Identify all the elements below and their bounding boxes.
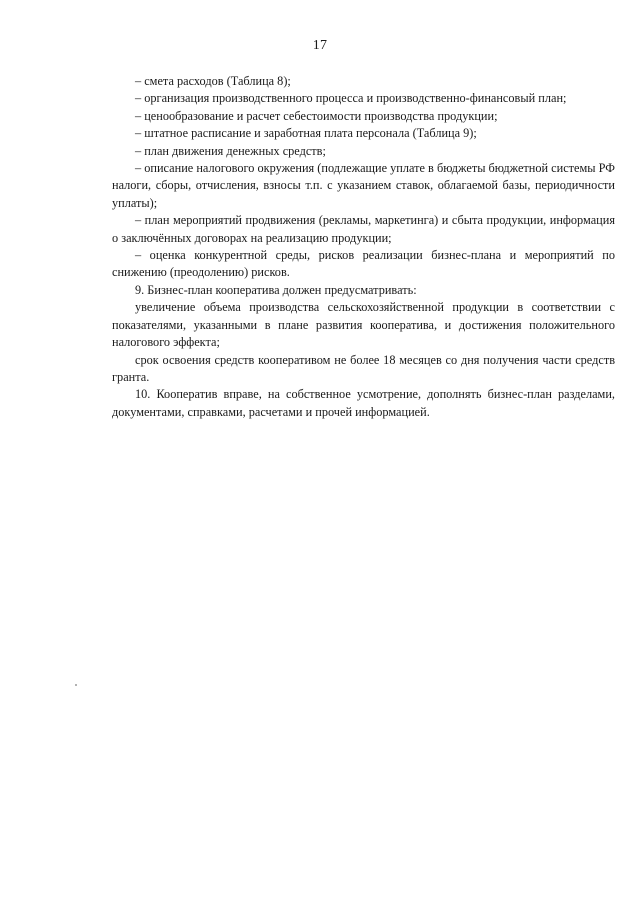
- list-item-pricing: – ценообразование и расчет себестоимости производства продукции;: [135, 108, 498, 123]
- list-item-cash-flow: – план движения денежных средств;: [135, 143, 326, 158]
- list-item-production-organization: – организация производственного процесса и производственно-финансовый план;: [135, 91, 567, 106]
- scan-speck: [75, 684, 77, 686]
- list-item-risk-assessment: – оценка конкурентной среды, рисков реализации бизнес-плана и мероприятий по снижению (преодолению) рисков.: [112, 248, 615, 280]
- clause-9-funds-term: срок освоения средств кооперативом не более 18 месяцев со дня получения части средств гранта.: [112, 352, 615, 384]
- list-item-tax-environment: – описание налогового окружения (подлежащие уплате в бюджеты бюджетной системы РФ налоги, сборы, отчисления, взносы т.п. с указанием ставок, облагаемой базы, периодичности уплаты);: [112, 161, 615, 210]
- list-item-promotion-plan: – план мероприятий продвижения (рекламы, маркетинга) и сбыта продукции, информация о заключённых договорах на реализацию продукции;: [112, 213, 615, 245]
- clause-9-production-growth: увеличение объема производства сельскохозяйственной продукции в соответствии с показателями, указанными в плане развития кооператива, и достижения положительного налогового эффекта;: [112, 300, 615, 350]
- clause-9-heading: 9. Бизнес-план кооператива должен предусматривать:: [135, 282, 417, 297]
- page-number: 17: [312, 38, 328, 53]
- clause-10: 10. Кооператив вправе, на собственное усмотрение, дополнять бизнес-план разделами, документами, справками, расчетами и прочей информацией.: [112, 387, 615, 419]
- document-body: [112, 73, 615, 421]
- list-item-staffing: – штатное расписание и заработная плата персонала (Таблица 9);: [135, 126, 477, 141]
- list-item-expense-estimate: – смета расходов (Таблица 8);: [135, 74, 291, 88]
